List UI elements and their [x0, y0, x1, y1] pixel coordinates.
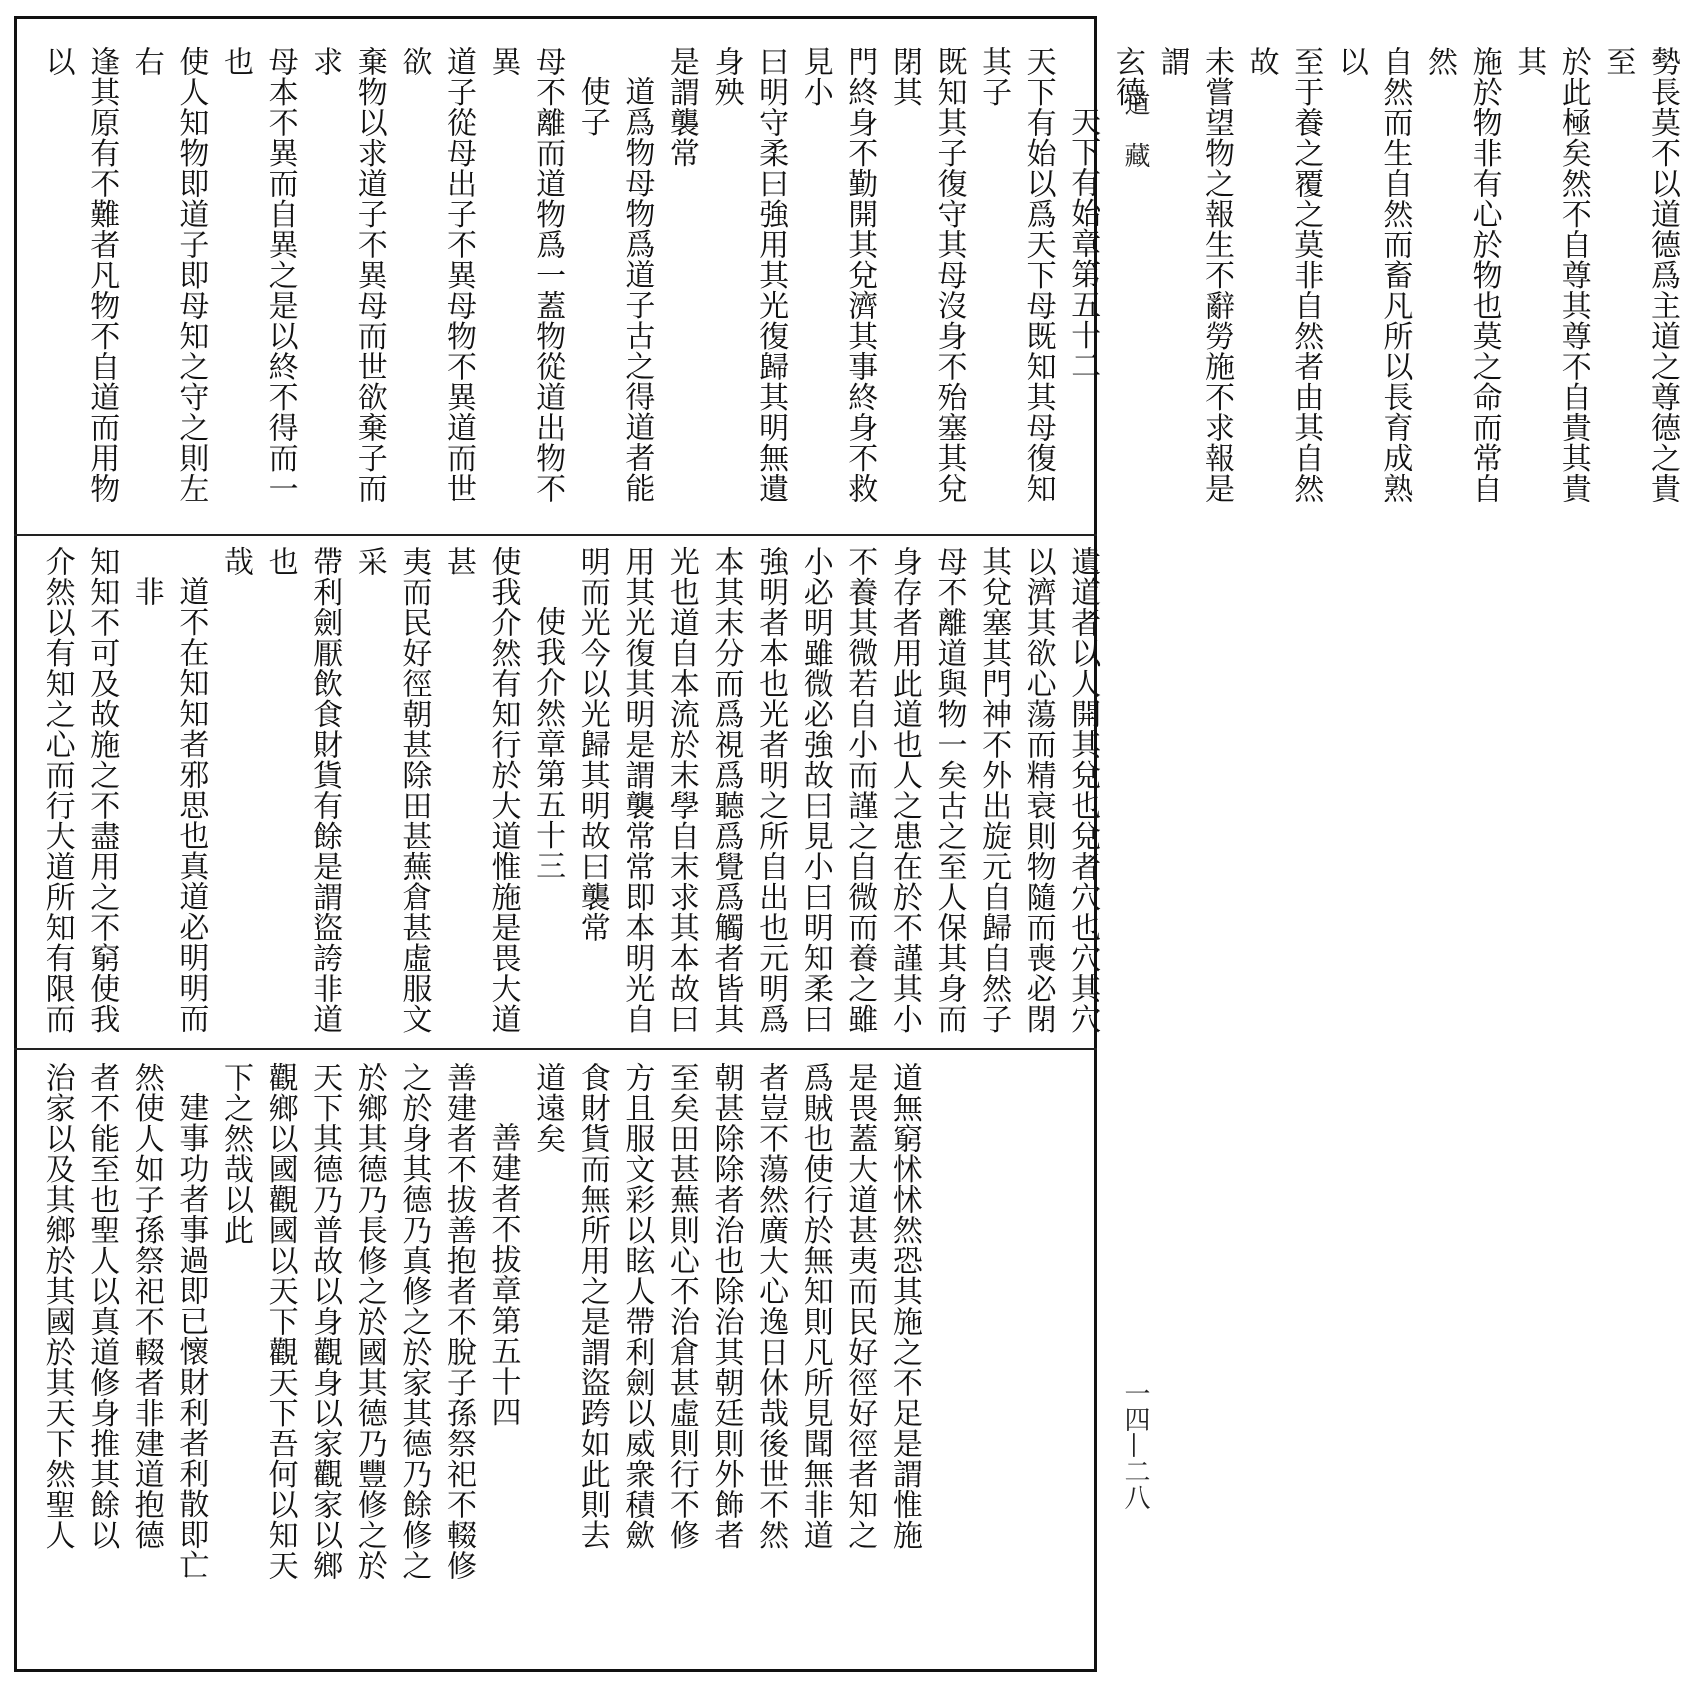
panel-columns: [34, 46, 1684, 520]
text-column: 使我介然有知行於大道惟施是畏大道甚: [440, 546, 521, 1034]
text-column: 是謂襲常: [663, 46, 699, 168]
text-column: 逢其原有不難者凡物不自道而用物以: [39, 46, 120, 504]
text-column: 玄德: [1109, 46, 1145, 107]
text-column: 治家以及其鄉於其國於其天下然聖人: [39, 1062, 75, 1550]
text-column: 哉: [217, 546, 253, 577]
text-column: 施於物非有心於物也莫之命而常自然: [1422, 46, 1502, 504]
text-column: 棄物以求道子不異母而世欲棄子而求: [307, 46, 387, 504]
panel-columns: [34, 1062, 926, 1662]
text-column: 道子從母出子不異母物不異道而世欲: [396, 46, 476, 504]
text-column: 然使人如子孫祭祀不輟者非建道抱德: [128, 1062, 164, 1550]
text-column: 以濟其欲心蕩而精衰則物隨而喪必閉: [1020, 546, 1056, 1034]
text-column: 下之然哉以此: [217, 1062, 253, 1245]
text-column: 天下其德乃普故以身觀身以家觀家以鄉: [307, 1062, 343, 1581]
text-column: 自然而生自然而畜凡所以長育成熟以: [1332, 46, 1413, 504]
text-column: 觀鄉以國觀國以天下觀天下吾何以知天: [262, 1062, 298, 1581]
text-column: 未嘗望物之報生不辭勞施不求報是謂: [1154, 46, 1235, 504]
text-column: 知知不可及故施之不盡用之不窮使我: [84, 546, 120, 1034]
text-column: 母不離道與物一矣古之至人保其身而: [931, 546, 967, 1034]
text-column: 朝甚除除者治也除治其朝廷則外飾者: [708, 1062, 744, 1550]
page-number: 一四—二八: [1120, 1380, 1150, 1510]
text-column: 道不在知知者邪思也真道必明明而非: [128, 576, 209, 1034]
text-column: 小必明雖微必強故曰見小曰明知柔曰: [797, 546, 833, 1034]
text-column: 身存者用此道也人之患在於不謹其小: [886, 546, 922, 1034]
panel-divider-2: [14, 1048, 1097, 1050]
text-column: 夷而民好徑朝甚除田甚蕪倉甚虛服文采: [351, 546, 432, 1034]
text-column: 善建者不拔善抱者不脫子孫祭祀不輟修: [440, 1062, 476, 1581]
text-column: 門終身不勤開其兌濟其事終身不救見小: [797, 46, 878, 504]
text-column: 光也道自本流於末學自末求其本故曰: [663, 546, 699, 1034]
text-column: 至于養之覆之莫非自然者由其自然故: [1243, 46, 1324, 504]
text-column: 明而光今以光歸其明故曰襲常: [574, 546, 610, 943]
text-column: 強明者本也光者明之所自出也元明爲: [753, 546, 789, 1034]
panel-divider-1: [14, 534, 1097, 536]
text-column: 曰明守柔曰強用其光復歸其明無遺身殃: [708, 46, 789, 504]
text-column: 使我介然章第五十三: [530, 606, 566, 881]
side-title: 道 藏: [1120, 90, 1150, 168]
text-column: 者豈不蕩然廣大心逸日休哉後世不然: [753, 1062, 789, 1550]
text-column: 天下有始章第五十二: [1065, 106, 1101, 381]
text-column: 介然以有知之心而行大道所知有限而: [39, 546, 75, 1034]
text-column: 是畏蓋大道甚夷而民好徑好徑者知之: [842, 1062, 878, 1550]
text-column: 之於身其德乃真修之於家其德乃餘修之: [396, 1062, 432, 1581]
panel-columns: [34, 546, 1104, 1036]
text-column: 者不能至也聖人以真道修身推其餘以: [84, 1062, 120, 1550]
text-column: 勢長莫不以道德爲主道之尊德之貴至: [1600, 46, 1680, 504]
text-column: 至矣田甚蕪則心不治倉甚虛則行不修: [663, 1062, 699, 1550]
text-column: 於此極矣然不自尊其尊不自貴其貴其: [1511, 46, 1591, 504]
text-panel-middle: [34, 546, 1101, 1036]
text-column: 用其光復其明是謂襲常常即本明光自: [619, 546, 655, 1034]
text-column: 遺道者以人開其兌也兌者穴也穴其穴: [1065, 546, 1101, 1034]
text-column: 帶利劍厭飲食財貨有餘是謂盜誇非道也: [262, 546, 343, 1034]
text-column: 使人知物即道子即母知之守之則左右: [128, 46, 209, 504]
text-column: 母本不異而自異之是以終不得而一也: [217, 46, 298, 504]
text-column: 善建者不拔章第五十四: [485, 1122, 521, 1427]
text-column: 於鄉其德乃長修之於國其德乃豐修之於: [351, 1062, 387, 1581]
text-column: 方且服文彩以眩人帶利劍以威衆積歛: [619, 1062, 655, 1550]
text-column: 爲賊也使行於無知則凡所見聞無非道: [797, 1062, 833, 1550]
text-column: 其兌塞其門神不外出旋元自歸自然子: [976, 546, 1012, 1034]
text-column: 不養其微若自小而謹之自微而養之雖: [842, 546, 878, 1034]
text-column: 道爲物母物爲道子古之得道者能使子: [574, 76, 655, 503]
text-column: 本其末分而爲視爲聽爲覺爲觸者皆其: [708, 546, 744, 1034]
text-panel-bottom: [34, 1062, 1077, 1662]
text-column: 建事功者事過即已懷財利者利散即亡: [173, 1092, 209, 1580]
text-column: 既知其子復守其母沒身不殆塞其兌閉其: [886, 46, 967, 504]
text-column: 食財貨而無所用之是謂盜跨如此則去: [574, 1062, 610, 1550]
text-column: 天下有始以爲天下母既知其母復知其子: [976, 46, 1056, 504]
text-column: 道無窮怵怵然恐其施之不足是謂惟施: [886, 1062, 922, 1550]
text-column: 道遠矣: [530, 1062, 566, 1154]
text-column: 母不離而道物爲一蓋物從道出物不異: [485, 46, 566, 504]
